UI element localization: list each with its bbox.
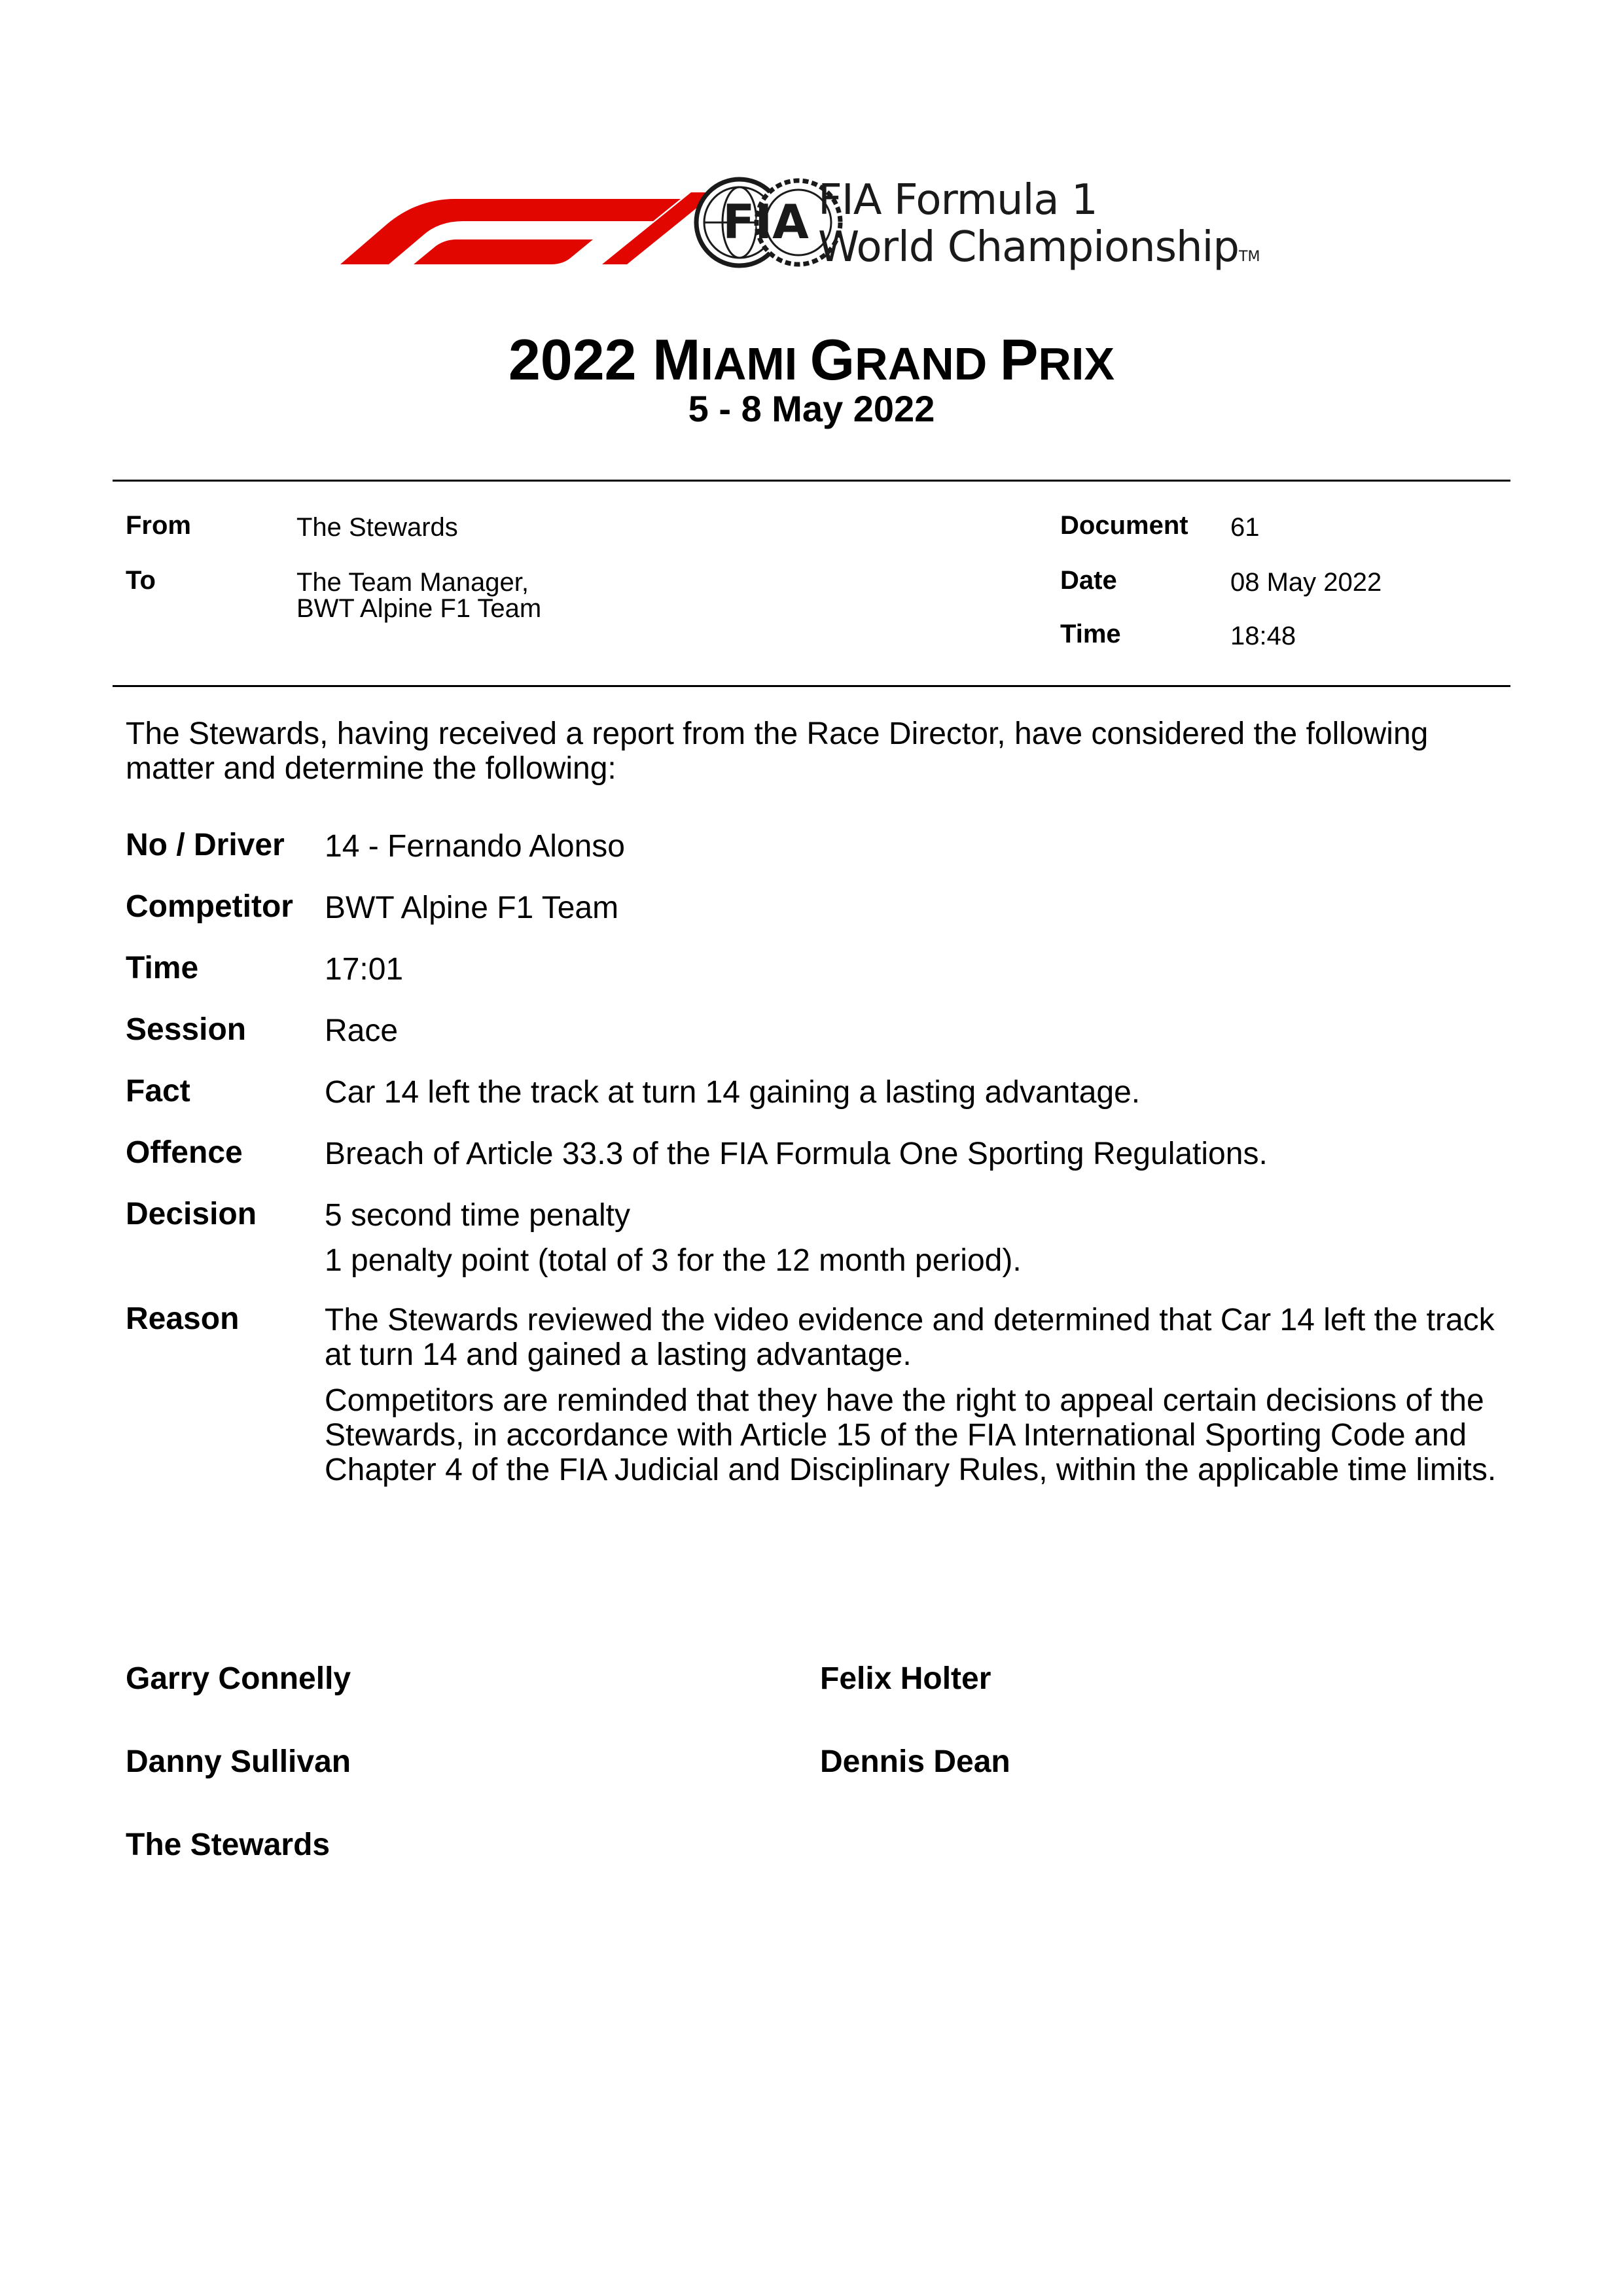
driver-label: No / Driver — [126, 828, 285, 862]
fact-value: Car 14 left the track at turn 14 gaining a lasting advantage. — [325, 1075, 1141, 1110]
date-label: Date — [1060, 566, 1117, 595]
decision-line: 1 penalty point (total of 3 for the 12 month period). — [325, 1243, 1022, 1278]
intro-paragraph: The Stewards, having received a report from the Race Director, have considered the following matter and determine the following: — [126, 716, 1429, 786]
document-value: 61 — [1230, 513, 1260, 542]
event-title: 2022 MIAMI GRAND PRIX — [508, 327, 1115, 392]
to-label: To — [126, 566, 156, 595]
driver-value: 14 - Fernando Alonso — [325, 829, 625, 864]
header-divider-top — [113, 480, 1510, 482]
steward-name: Dennis Dean — [820, 1744, 1010, 1779]
steward-name: Felix Holter — [820, 1661, 991, 1696]
session-value: Race — [325, 1014, 399, 1048]
incident-time-label: Time — [126, 951, 199, 985]
reason-value — [325, 1303, 1510, 1487]
date-value: 08 May 2022 — [1230, 568, 1382, 597]
reason-paragraph: The Stewards reviewed the video evidence and determined that Car 14 left the track at turn 14 and gained a lasting advantage. — [325, 1303, 1495, 1372]
trademark-mark: TM — [1239, 249, 1260, 265]
to-value — [296, 568, 541, 623]
competitor-label: Competitor — [126, 889, 293, 924]
decision-value — [325, 1198, 1510, 1278]
session-label: Session — [126, 1012, 247, 1047]
event-dates: 5 - 8 May 2022 — [688, 388, 935, 429]
to-value-line2: BWT Alpine F1 Team — [296, 594, 542, 623]
incident-time-value: 17:01 — [325, 952, 404, 987]
fia-badge-text: FIA — [722, 194, 809, 249]
decision-label: Decision — [126, 1197, 257, 1231]
fact-label: Fact — [126, 1074, 190, 1108]
time-label: Time — [1060, 620, 1121, 648]
from-value: The Stewards — [296, 513, 458, 542]
time-value: 18:48 — [1230, 622, 1296, 650]
logo-text-line2: World Championship — [818, 223, 1239, 272]
document-label: Document — [1060, 511, 1188, 540]
header-divider-bottom — [113, 685, 1510, 687]
decision-line: 5 second time penalty — [325, 1198, 630, 1233]
reason-paragraph: Competitors are reminded that they have the right to appeal certain decisions of the Stewards, in accordance with Article 15 of the FIA International Sporting Code and Chapter 4 of the FIA Judicial and Disciplinary Rules, within the applicable time limits. — [325, 1383, 1497, 1487]
f1-logo — [340, 192, 716, 264]
offence-value: Breach of Article 33.3 of the FIA Formula One Sporting Regulations. — [325, 1137, 1268, 1171]
stewards-closing: The Stewards — [126, 1828, 330, 1862]
offence-label: Offence — [126, 1135, 243, 1170]
to-value-line1: The Team Manager, — [296, 568, 529, 597]
from-label: From — [126, 511, 191, 540]
steward-name: Danny Sullivan — [126, 1744, 351, 1779]
competitor-value: BWT Alpine F1 Team — [325, 891, 619, 925]
reason-label: Reason — [126, 1301, 240, 1336]
logo-text — [818, 177, 1260, 281]
steward-name: Garry Connelly — [126, 1661, 351, 1696]
logo-text-line1: FIA Formula 1 — [818, 176, 1097, 224]
